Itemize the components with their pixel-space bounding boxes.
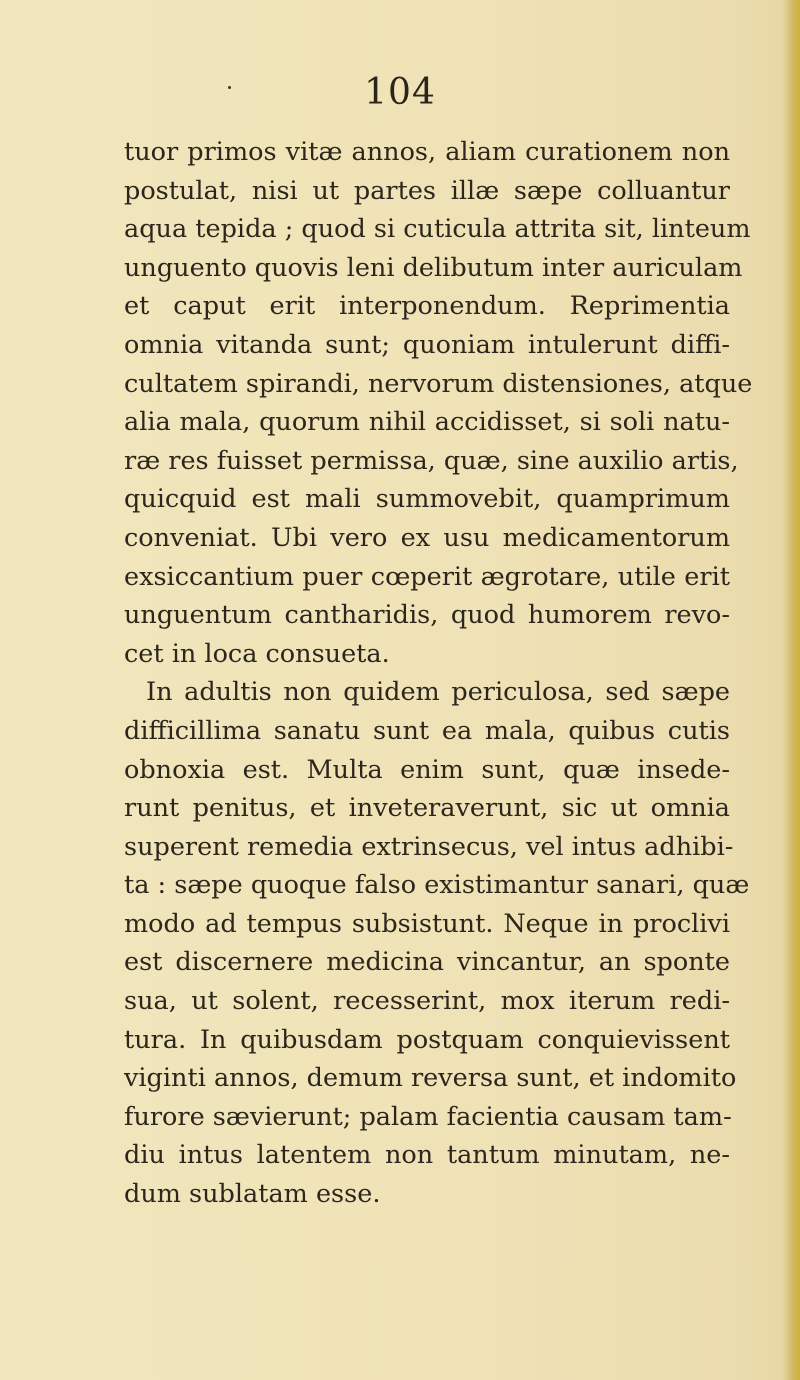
text-line: est discernere medicina vincantur, an sponte	[124, 947, 730, 978]
text-line: conveniat. Ubi vero ex usu medicamentorum	[124, 522, 730, 553]
text-line: et caput erit interponendum. Reprimentia	[124, 291, 730, 322]
text-line: diu intus latentem non tantum minutam, ne-	[124, 1140, 730, 1171]
text-line: sua, ut solent, recesserint, mox iterum redi-	[124, 986, 730, 1017]
text-line: exsiccantium puer cœperit ægrotare, utile erit	[124, 561, 730, 592]
text-line: aqua tepida ; quod si cuticula attrita sit, linteum	[124, 214, 751, 245]
text-line: superent remedia extrinsecus, vel intus adhibi-	[124, 831, 734, 862]
text-line: ta : sæpe quoque falso existimantur sanari, quæ	[124, 870, 750, 901]
text-line: tura. In quibusdam postquam conquievissent	[124, 1024, 730, 1055]
text-line: furore sævierunt; palam facientia causam tam-	[124, 1101, 732, 1132]
page-edge-shading	[782, 0, 800, 1380]
text-line: unguento quovis leni delibutum inter auriculam	[124, 252, 743, 283]
text-line: difficillima sanatu sunt ea mala, quibus cutis	[124, 715, 730, 746]
paragraph-end-line: cet in loca consueta.	[124, 638, 390, 669]
paragraph-start-line: In adultis non quidem periculosa, sed sæpe	[146, 677, 730, 708]
body-text	[124, 133, 753, 1214]
text-line: postulat, nisi ut partes illæ sæpe colluantur	[124, 175, 730, 206]
text-line: obnoxia est. Multa enim sunt, quæ insede-	[124, 754, 730, 785]
text-line: viginti annos, demum reversa sunt, et indomito	[124, 1063, 737, 1094]
text-line: modo ad tempus subsistunt. Neque in proclivi	[124, 908, 730, 939]
text-line: alia mala, quorum nihil accidisset, si soli natu-	[124, 407, 730, 438]
page-number: 104	[364, 72, 436, 113]
text-line: quicquid est mali summovebit, quamprimum	[124, 484, 730, 515]
text-line: unguentum cantharidis, quod humorem revo-	[124, 600, 730, 631]
text-line: runt penitus, et inveteraverunt, sic ut omnia	[124, 793, 730, 824]
paragraph-end-line: dum sublatam esse.	[124, 1179, 381, 1210]
text-line: ræ res fuisset permissa, quæ, sine auxilio artis,	[124, 445, 739, 476]
text-line: omnia vitanda sunt; quoniam intulerunt diffi-	[124, 329, 730, 360]
text-line: cultatem spirandi, nervorum distensiones, atque	[124, 368, 753, 399]
text-line: tuor primos vitæ annos, aliam curationem non	[124, 137, 730, 167]
